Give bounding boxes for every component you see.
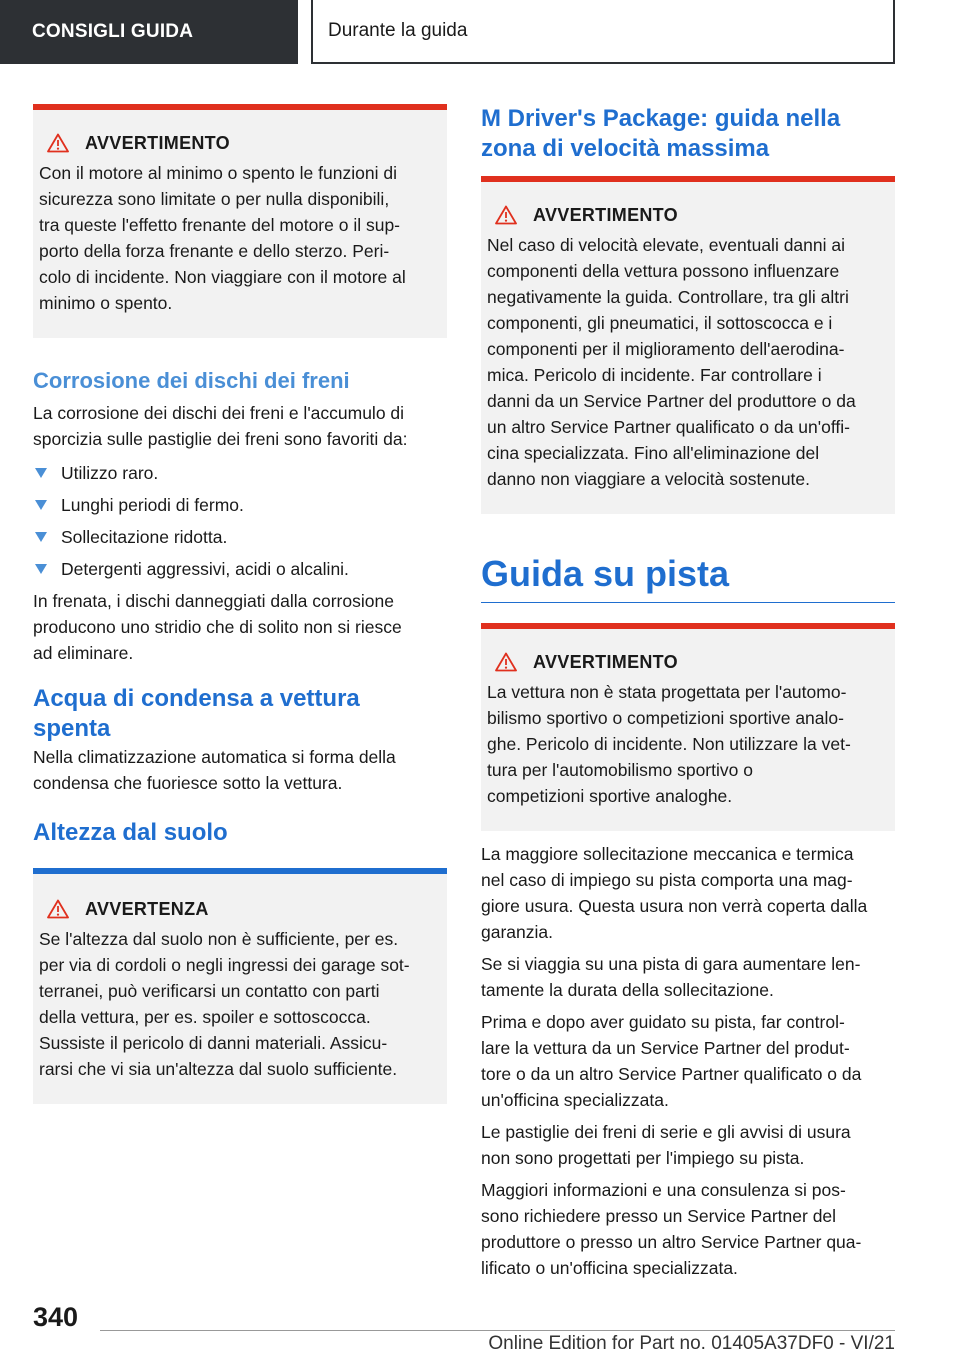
heading-line: spenta xyxy=(33,715,111,742)
text-line: Prima e dopo aver guidato su pista, far control- xyxy=(481,1012,845,1032)
corrosion-intro xyxy=(33,400,447,452)
text-line: Se l'altezza dal suolo non è sufficiente, per es. xyxy=(39,929,399,949)
text-line: non sono progettati per l'impiego su pista. xyxy=(481,1148,805,1168)
text-line: lare la vettura da un Service Partner del produt- xyxy=(481,1038,850,1058)
text-line: componenti per il miglioramento dell'aerodina- xyxy=(487,339,845,359)
text-line: competizioni sportive analoghe. xyxy=(487,786,733,806)
warning-text xyxy=(487,679,885,809)
triangle-bullet-icon xyxy=(35,500,47,510)
text-line: terranei, può verificarsi un contatto con parti xyxy=(39,981,380,1001)
warning-box-speed xyxy=(481,176,895,514)
text-line: un'officina specializzata. xyxy=(481,1090,669,1110)
triangle-bullet-icon xyxy=(35,532,47,542)
track-paragraph xyxy=(481,951,895,1003)
text-line: nel caso di impiego su pista comporta una mag- xyxy=(481,870,853,890)
text-line: Nella climatizzazione automatica si forma della xyxy=(33,747,396,767)
heading-line: Acqua di condensa a vettura xyxy=(33,685,360,712)
text-line: Le pastiglie dei freni di serie e gli avvisi di usura xyxy=(481,1122,851,1142)
warning-triangle-icon xyxy=(47,133,69,153)
text-line: mica. Pericolo di incidente. Far controllare i xyxy=(487,365,822,385)
warning-text xyxy=(39,926,437,1082)
warning-triangle-icon xyxy=(47,899,69,919)
text-line: garanzia. xyxy=(481,922,553,942)
warning-triangle-icon xyxy=(495,652,517,672)
warning-title: AVVERTENZA xyxy=(85,898,209,919)
text-line: della vettura, per es. spoiler e sottoscocca. xyxy=(39,1007,371,1027)
warning-title: AVVERTIMENTO xyxy=(533,651,678,672)
text-line: La vettura non è stata progettata per l'automo- xyxy=(487,682,847,702)
list-item-text: Utilizzo raro. xyxy=(61,463,159,483)
list-item xyxy=(33,492,447,518)
warning-header xyxy=(495,200,885,230)
condensation-text xyxy=(33,744,447,796)
text-line: giore usura. Questa usura non verrà coperta dalla xyxy=(481,896,868,916)
text-line: ad eliminare. xyxy=(33,643,134,663)
track-paragraph xyxy=(481,841,895,945)
text-line: Con il motore al minimo o spento le funzioni di xyxy=(39,163,397,183)
text-line: bilismo sportivo o competizioni sportive analo- xyxy=(487,708,844,728)
corrosion-list xyxy=(33,460,447,582)
text-line: cina specializzata. Fino all'eliminazione del xyxy=(487,443,820,463)
heading-m-drivers-package xyxy=(481,104,895,164)
text-line: tore o da un altro Service Partner qualificato o da xyxy=(481,1064,862,1084)
heading-track-driving: Guida su pista xyxy=(481,552,895,603)
list-item-text: Lunghi periodi di fermo. xyxy=(61,495,244,515)
corrosion-outro xyxy=(33,588,447,666)
text-line: sporcizia sulle pastiglie dei freni sono favoriti da: xyxy=(33,429,408,449)
text-line: Nel caso di velocità elevate, eventuali danni ai xyxy=(487,235,845,255)
text-line: Sussiste il pericolo di danni materiali. Assicu- xyxy=(39,1033,388,1053)
text-line: tura per l'automobilismo sportivo o xyxy=(487,760,753,780)
list-item xyxy=(33,524,447,550)
text-line: ghe. Pericolo di incidente. Non utilizzare la vet- xyxy=(487,734,851,754)
text-line: La corrosione dei dischi dei freni e l'accumulo di xyxy=(33,403,405,423)
list-item-text: Detergenti aggressivi, acidi o alcalini. xyxy=(61,559,349,579)
text-line: negativamente la guida. Controllare, tra gli altri xyxy=(487,287,849,307)
text-line: In frenata, i dischi danneggiati dalla corrosione xyxy=(33,591,394,611)
warning-box-track xyxy=(481,623,895,831)
track-paragraph xyxy=(481,1177,895,1281)
warning-header xyxy=(47,128,437,158)
text-line: Se si viaggia su una pista di gara aumentare len- xyxy=(481,954,861,974)
heading-condensation xyxy=(33,684,447,744)
warning-title: AVVERTIMENTO xyxy=(533,204,678,225)
warning-text xyxy=(487,232,885,492)
list-item xyxy=(33,460,447,486)
text-line: componenti della vettura possono influenzare xyxy=(487,261,840,281)
right-column xyxy=(481,104,895,1281)
text-line: minimo o spento. xyxy=(39,293,173,313)
warning-box-ground xyxy=(33,874,447,1104)
warning-header xyxy=(47,894,437,924)
track-paragraph xyxy=(481,1009,895,1113)
text-line: producono uno stridio che di solito non si riesce xyxy=(33,617,402,637)
warning-title: AVVERTIMENTO xyxy=(85,132,230,153)
chapter-title: Durante la guida xyxy=(328,20,468,41)
text-line: sono richiedere presso un Service Partner del xyxy=(481,1206,837,1226)
text-line: componenti, gli pneumatici, il sottoscocca e i xyxy=(487,313,833,333)
warning-text xyxy=(39,160,437,316)
text-line: danno non viaggiare a velocità sostenute. xyxy=(487,469,811,489)
text-line: per via di cordoli o negli ingressi dei garage sot- xyxy=(39,955,410,975)
text-line: lificato o un'officina specializzata. xyxy=(481,1258,738,1278)
warning-triangle-icon xyxy=(495,205,517,225)
footer-edition: Online Edition for Part no. 01405A37DF0 - VI/21 xyxy=(488,1333,895,1354)
text-line: danni da un Service Partner del produttore o da xyxy=(487,391,856,411)
left-column xyxy=(33,104,447,1104)
text-line: condensa che fuoriesce sotto la vettura. xyxy=(33,773,343,793)
heading-line: M Driver's Package: guida nella xyxy=(481,105,841,132)
text-line: rarsi che vi sia un'altezza dal suolo sufficiente. xyxy=(39,1059,398,1079)
text-line: tamente la durata della sollecitazione. xyxy=(481,980,774,1000)
warning-box-engine xyxy=(33,104,447,338)
heading-ground-clearance: Altezza dal suolo xyxy=(33,819,228,846)
track-paragraph xyxy=(481,1119,895,1171)
heading-line: zona di velocità massima xyxy=(481,135,770,162)
list-item-text: Sollecitazione ridotta. xyxy=(61,527,228,547)
section-title: CONSIGLI GUIDA xyxy=(32,21,194,42)
triangle-bullet-icon xyxy=(35,564,47,574)
chapter-tab xyxy=(311,0,895,64)
warning-header xyxy=(495,647,885,677)
text-line: tra queste l'effetto frenante del motore o il sup- xyxy=(39,215,401,235)
heading-corrosion: Corrosione dei dischi dei freni xyxy=(33,368,350,393)
text-line: produttore o presso un altro Service Partner qua- xyxy=(481,1232,862,1252)
list-item xyxy=(33,556,447,582)
text-line: La maggiore sollecitazione meccanica e termica xyxy=(481,844,854,864)
section-tab xyxy=(0,0,298,64)
text-line: colo di incidente. Non viaggiare con il motore al xyxy=(39,267,406,287)
page-number: 340 xyxy=(33,1302,79,1332)
text-line: un altro Service Partner qualificato o da un'offi- xyxy=(487,417,850,437)
text-line: sicurezza sono limitate o per nulla disponibili, xyxy=(39,189,390,209)
triangle-bullet-icon xyxy=(35,468,47,478)
text-line: Maggiori informazioni e una consulenza si pos- xyxy=(481,1180,846,1200)
text-line: porto della forza frenante e dello sterzo. Peri- xyxy=(39,241,390,261)
